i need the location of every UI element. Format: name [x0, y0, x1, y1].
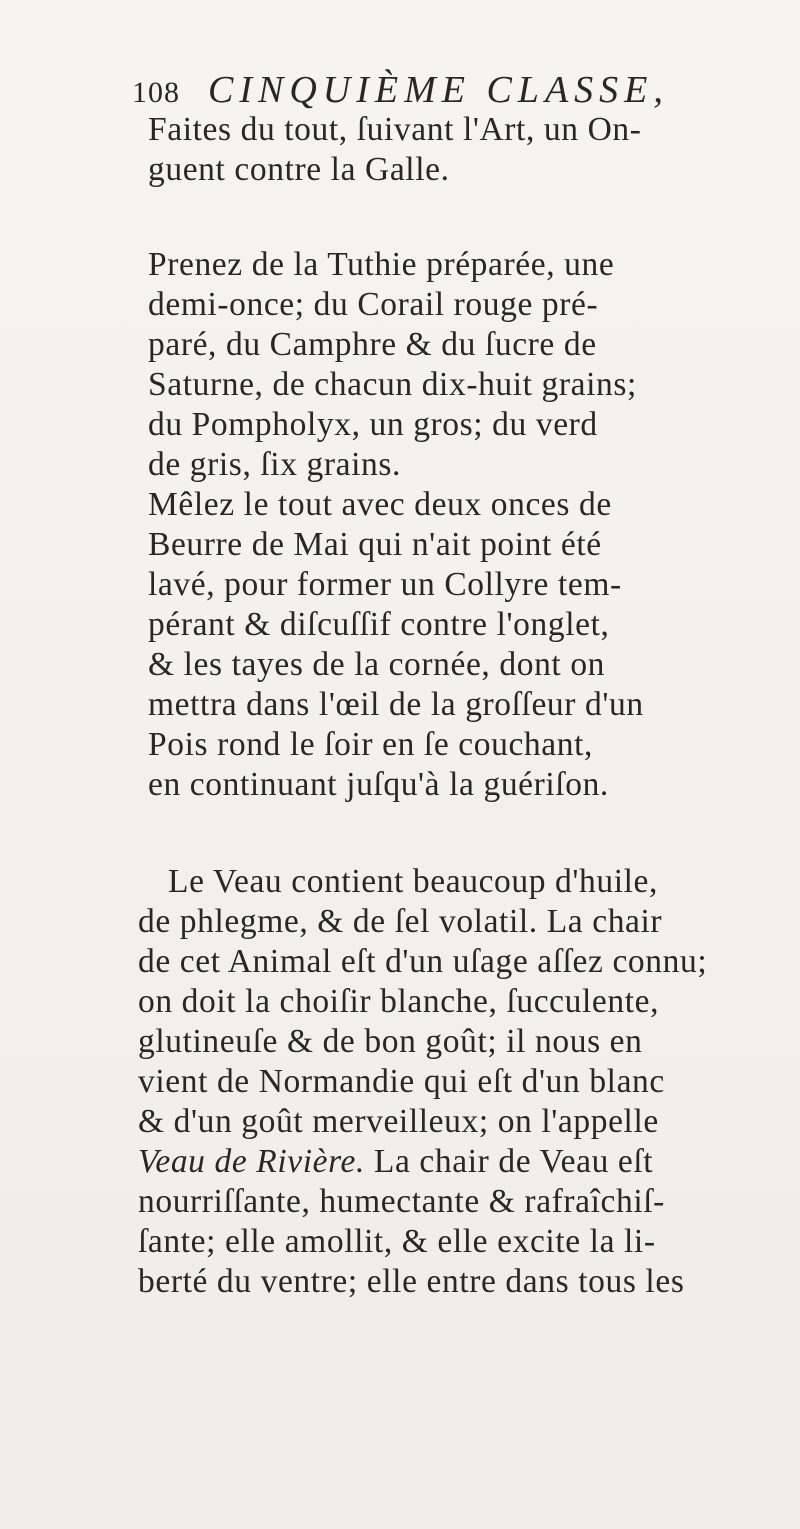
text-line: & les tayes de la cornée, dont on	[148, 646, 606, 683]
text-line: du Pompholyx, un gros; du verd	[148, 406, 598, 443]
text-line: guent contre la Galle.	[148, 151, 450, 188]
line-rest: La chair de Veau eſt	[364, 1143, 654, 1180]
text-line: ſante; elle amollit, & elle excite la li-	[138, 1223, 656, 1260]
text-line: de phlegme, & de ſel volatil. La chair	[138, 903, 663, 940]
running-head: CINQUIÈME CLASSE,	[208, 69, 669, 111]
text-line: Mêlez le tout avec deux onces de	[148, 486, 612, 523]
text-line: en continuant juſqu'à la guériſon.	[148, 766, 609, 803]
text-line	[138, 1142, 653, 1182]
text-line: de gris, ſix grains.	[148, 446, 401, 483]
text-line: mettra dans l'œil de la groſſeur d'un	[148, 686, 644, 723]
text-line: & d'un goût merveilleux; on l'appelle	[138, 1103, 659, 1140]
text-line: pérant & diſcuſſif contre l'onglet,	[148, 606, 610, 643]
text-line: nourriſſante, humectante & rafraîchiſ-	[138, 1183, 665, 1220]
text-line: on doit la choiſir blanche, ſucculente,	[138, 983, 660, 1020]
text-line: Prenez de la Tuthie préparée, une	[148, 246, 615, 283]
text-line: lavé, pour former un Collyre tem-	[148, 566, 622, 603]
text-line: berté du ventre; elle entre dans tous les	[138, 1263, 685, 1300]
text-line: de cet Animal eſt d'un uſage aſſez connu;	[138, 943, 708, 980]
page-number: 108	[132, 76, 180, 109]
italic-term: Veau de Rivière.	[138, 1143, 365, 1180]
text-line: Faites du tout, ſuivant l'Art, un On-	[148, 111, 642, 148]
text-line: glutineuſe & de bon goût; il nous en	[138, 1023, 643, 1060]
text-line: Le Veau contient beaucoup d'huile,	[168, 863, 659, 900]
text-line: Pois rond le ſoir en ſe couchant,	[148, 726, 593, 763]
text-line: Beurre de Mai qui n'ait point été	[148, 526, 602, 563]
text-line: Saturne, de chacun dix-huit grains;	[148, 366, 637, 403]
text-line: vient de Normandie qui eſt d'un blanc	[138, 1063, 665, 1100]
text-line: demi-once; du Corail rouge pré-	[148, 286, 599, 323]
text-line: paré, du Camphre & du ſucre de	[148, 326, 597, 363]
